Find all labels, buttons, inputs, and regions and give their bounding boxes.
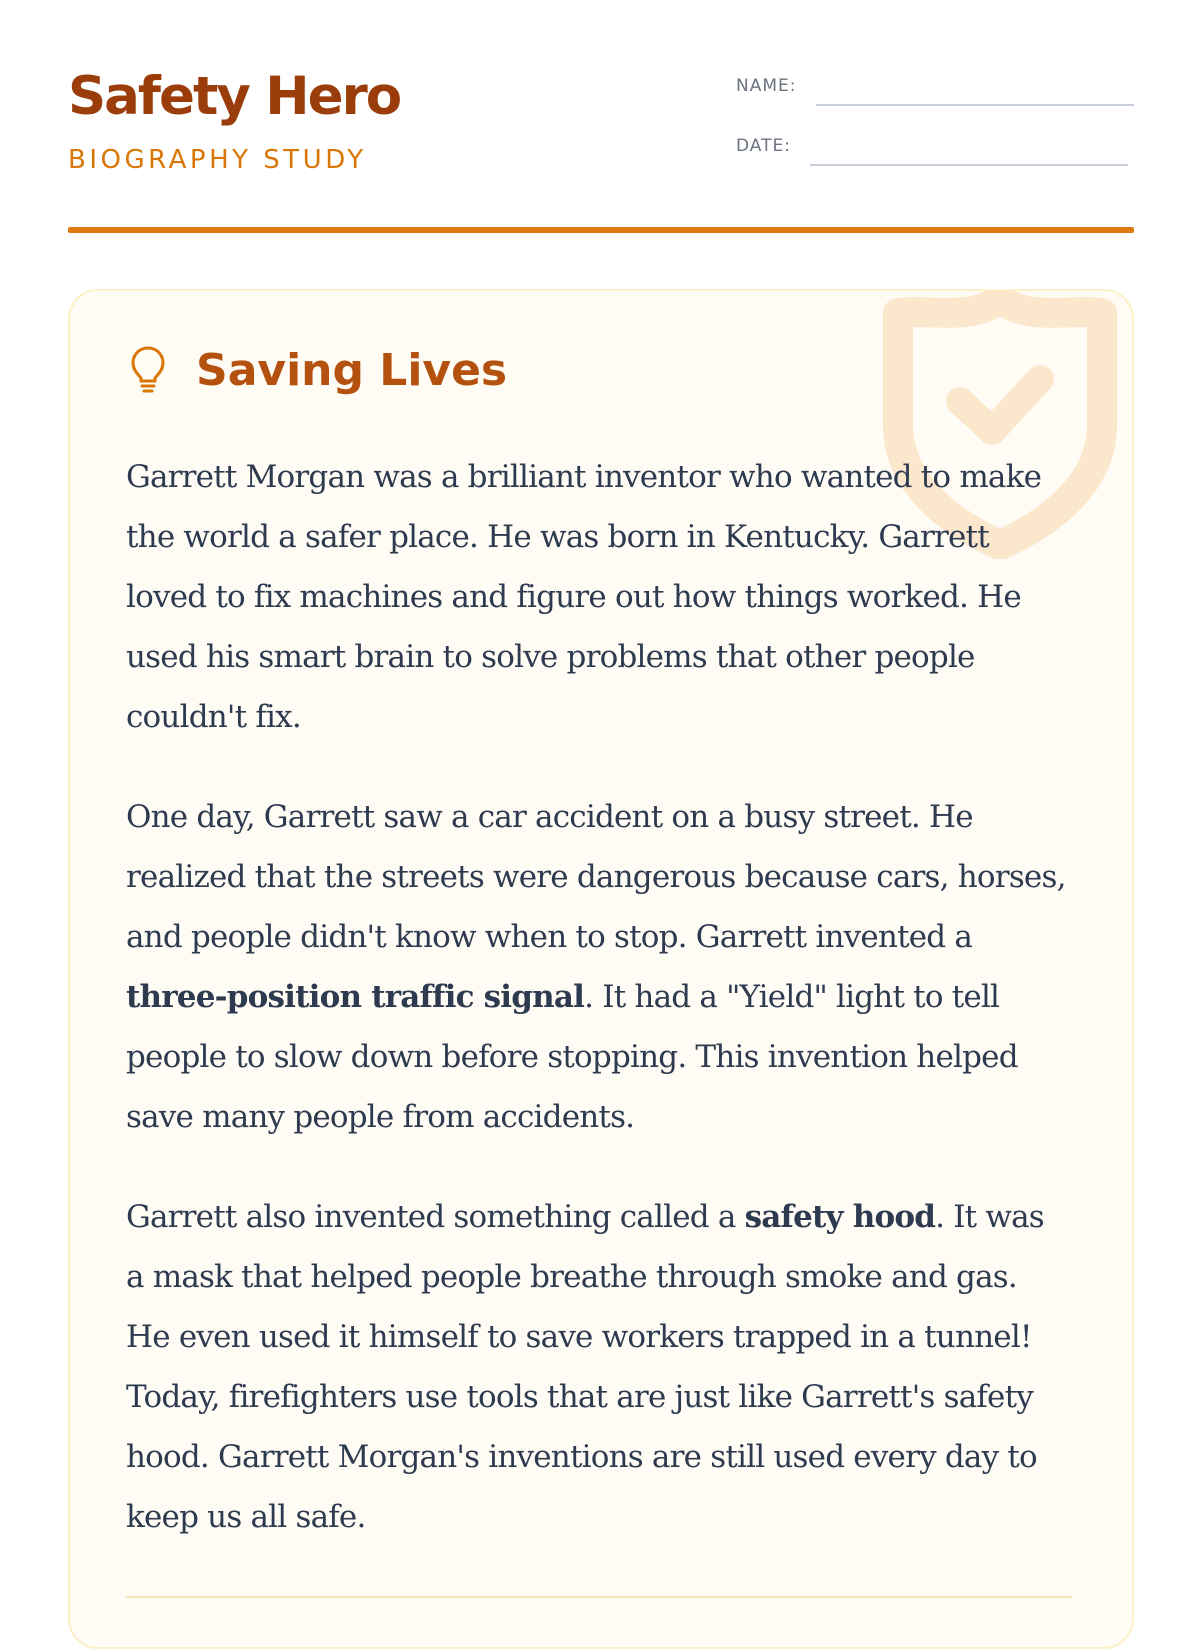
name-field[interactable]	[736, 74, 1134, 104]
section-title: Saving Lives	[196, 345, 508, 396]
paragraph-text: Garrett also invented something called a	[126, 1199, 745, 1235]
page-title: Safety Hero	[68, 66, 401, 127]
worksheet-header	[68, 0, 1134, 236]
key-term: safety hood	[744, 1199, 936, 1235]
lightbulb-icon	[128, 344, 168, 396]
paragraph-text: . It was a mask that helped people breathe through smoke and gas. He even used it himself to save workers trapped in a tunnel! Today, firefighters use tools that are just like Garrett's safety hood. Garrett Morgan's inventions are still used every day to keep us all safe.	[126, 1199, 1044, 1535]
key-term: three-position traffic signal	[126, 979, 585, 1015]
page-subtitle: BIOGRAPHY STUDY	[68, 145, 367, 175]
date-label: DATE:	[736, 136, 791, 156]
paragraph	[126, 787, 1066, 1147]
paragraph-text: . It had a "Yield" light to tell people to slow down before stopping. This invention helped save many people from accidents.	[126, 979, 1018, 1135]
paragraph	[126, 447, 1066, 747]
reading-card	[68, 289, 1134, 1649]
paragraph-text: Garrett Morgan was a brilliant inventor who wanted to make the world a safer place. He was born in Kentucky. Garrett loved to fix machines and figure out how things worked. He used his smart brain to solve problems that other people couldn't fix.	[126, 459, 1042, 735]
name-label: NAME:	[736, 76, 797, 96]
date-field[interactable]	[736, 134, 1134, 164]
date-line[interactable]	[810, 164, 1128, 166]
section-divider	[126, 1596, 1072, 1598]
passage	[126, 447, 1066, 1587]
name-line[interactable]	[816, 104, 1134, 106]
header-divider	[68, 227, 1134, 233]
paragraph-text: One day, Garrett saw a car accident on a busy street. He realized that the streets were dangerous because cars, horses, and people didn't know when to stop. Garrett invented a	[126, 799, 1066, 955]
paragraph	[126, 1187, 1066, 1547]
